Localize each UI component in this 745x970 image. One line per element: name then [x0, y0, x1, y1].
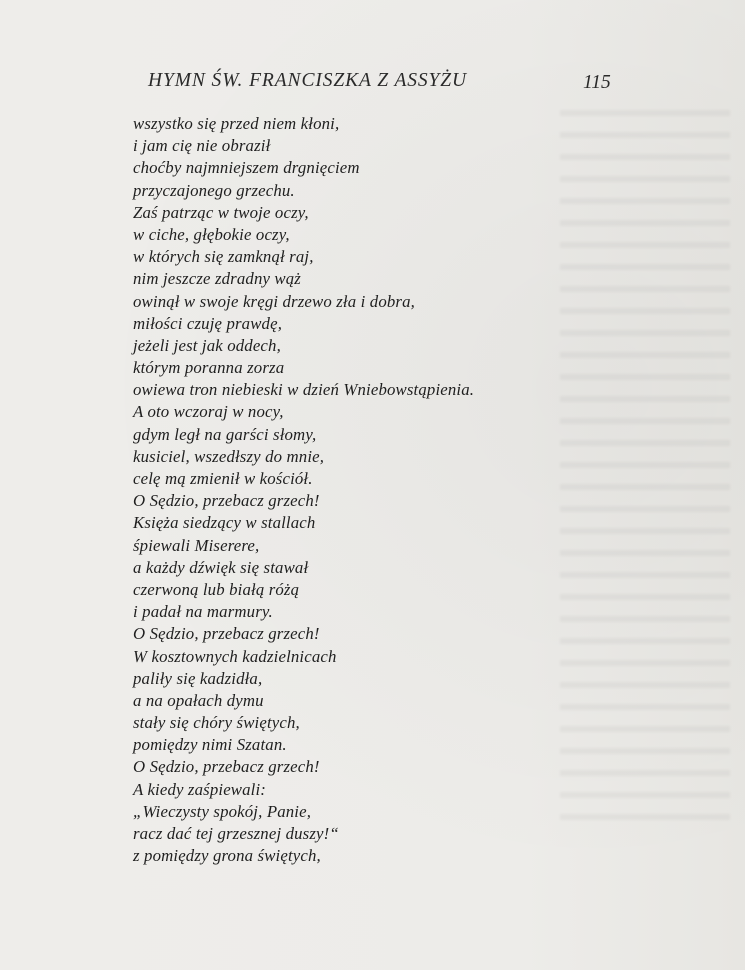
verse-line: wszystko się przed niem kłoni, [133, 114, 340, 133]
verse-line: śpiewali Miserere, [133, 535, 260, 555]
verse-line: i jam cię nie obraził [133, 136, 271, 156]
verse-line: paliły się kadzidła, [133, 668, 263, 688]
verse-line: racz dać tej grzesznej duszy!“ [133, 824, 339, 843]
verse-line: owinął w swoje kręgi drzewo zła i dobra, [133, 291, 415, 311]
verse-line: A oto wczoraj w nocy, [133, 402, 284, 422]
verse-line: miłości czuję prawdę, [133, 313, 283, 333]
verse-line: a każdy dźwięk się stawał [133, 557, 309, 577]
verse-line: z pomiędzy grona świętych, [133, 846, 321, 866]
verse-line: i padał na marmury. [133, 602, 273, 622]
verse-line: przyczajonego grzechu. [133, 180, 295, 200]
verse-line: O Sędzio, przebacz grzech! [133, 491, 320, 511]
verse-line: pomiędzy nimi Szatan. [133, 735, 287, 755]
verse-line: czerwoną lub białą różą [133, 579, 300, 599]
verse-line: gdym legł na garści słomy, [133, 424, 317, 444]
verse-line: stały się chóry świętych, [133, 713, 300, 733]
verse-line: „Wieczysty spokój, Panie, [133, 801, 312, 821]
verse-line: W kosztownych kadzielnicach [133, 646, 337, 666]
running-head-title: HYMN ŚW. FRANCISZKA Z ASSYŻU [148, 70, 468, 91]
verse-line: w ciche, głębokie oczy, [133, 224, 290, 244]
poem-verse [133, 113, 474, 867]
verse-line: kusiciel, wszedłszy do mnie, [133, 446, 325, 466]
verse-line: jeżeli jest jak oddech, [133, 335, 281, 355]
verse-line: O Sędzio, przebacz grzech! [133, 624, 320, 644]
verse-line: owiewa tron niebieski w dzień Wniebowstąpienia. [133, 380, 475, 400]
verse-line: A kiedy zaśpiewali: [133, 779, 267, 799]
verse-line: O Sędzio, przebacz grzech! [133, 757, 320, 777]
verse-line: w których się zamknął raj, [133, 247, 314, 267]
verse-line: którym poranna zorza [133, 358, 285, 378]
verse-line: a na opałach dymu [133, 690, 264, 710]
page-number: 115 [583, 72, 611, 93]
verse-line: Zaś patrząc w twoje oczy, [133, 202, 309, 222]
verse-line: choćby najmniejszem drgnięciem [133, 158, 360, 178]
verse-line: nim jeszcze zdradny wąż [133, 269, 301, 289]
verse-line: Księża siedzący w stallach [133, 513, 316, 533]
verse-line: celę mą zmienił w kościół. [133, 469, 313, 488]
